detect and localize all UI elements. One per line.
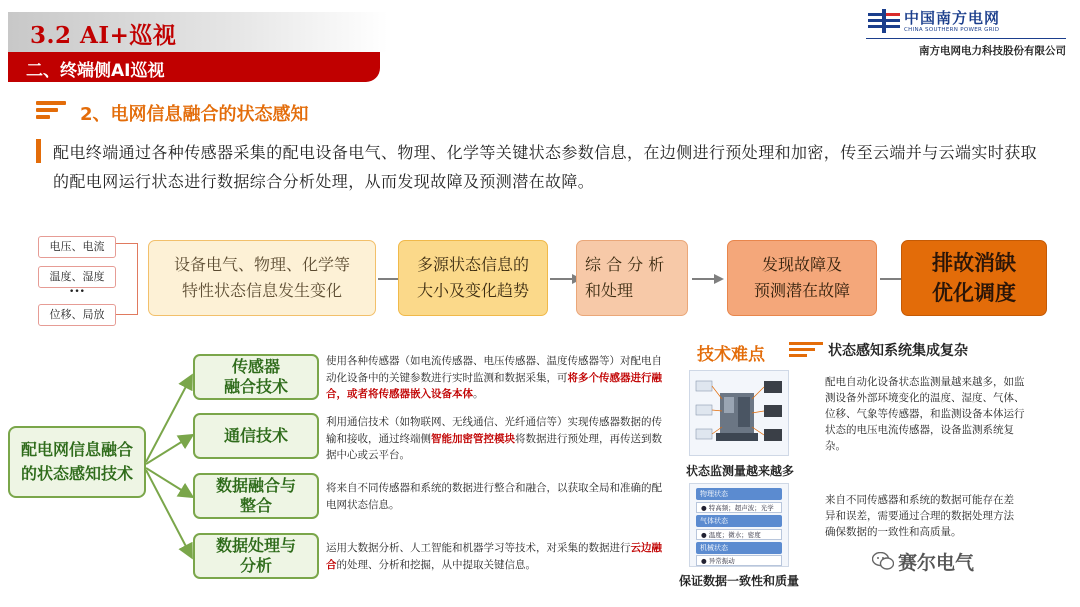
desc-communication-text: 利用通信技术（如物联网、无线通信、光纤通信等）实现传感器数据的传输和接收，通过终端侧 — [326, 416, 662, 445]
logo-name-cn: 中国南方电网 — [904, 9, 1001, 27]
subsection-title: 二、终端侧AI巡视 — [26, 61, 165, 81]
tree-root — [8, 426, 146, 498]
section-title: 3.2 AI+巡视 — [30, 22, 177, 49]
tech-sensor-fusion-l2: 融合技术 — [223, 377, 288, 396]
data-quality-image — [689, 483, 789, 567]
flow-step-4-line1: 发现故障及 — [761, 255, 842, 274]
tech-sensor-fusion — [193, 354, 319, 400]
desc-sensor-fusion — [326, 353, 668, 403]
desc-data-analysis-text: 运用大数据分析、人工智能和机器学习等技术，对采集的数据进行 — [326, 542, 631, 554]
heading-bars-icon — [36, 101, 66, 121]
tech-data-fusion-l1: 数据融合与 — [215, 476, 296, 495]
tech-communication-l1: 通信技术 — [223, 426, 288, 445]
desc-communication-tail: 将数据进行预处理，再传送到数据中心或云平台。 — [326, 432, 662, 461]
logo-divider — [866, 38, 1066, 39]
desc-data-fusion — [326, 480, 668, 513]
mini-header-gas: 气体状态 — [696, 515, 782, 527]
section-heading: 2、电网信息融合的状态感知 — [80, 104, 309, 125]
difficulty-text-1: 配电自动化设备状态监测量越来越多，如监测设备外部环境变化的温度、湿度、气体、位移、气象等传感器，和监测设备本体运行状态的电压电流传感器，设备监测系统复杂。 — [825, 376, 1025, 452]
difficulty-bars-icon — [789, 340, 823, 360]
mini-header-physical: 物理状态 — [696, 488, 782, 500]
desc-communication-highlight: 智能加密管控模块 — [431, 432, 515, 445]
param-ellipsis: ••• — [69, 287, 85, 297]
wechat-icon — [872, 552, 894, 570]
desc-data-analysis-tail: 的处理、分析和挖掘，从中提取关键信息。 — [336, 558, 536, 571]
flow-step-1-line2: 特性状态信息发生变化 — [181, 281, 342, 300]
tree-root-line2: 的状态感知技术 — [20, 464, 133, 483]
desc-data-analysis-highlight: 云边融合 — [326, 542, 662, 571]
difficulty-text-2: 来自不同传感器和系统的数据可能存在差异和误差，需要通过合理的数据处理方法确保数据的一致性和高质量。 — [825, 494, 1014, 538]
intro-accent-bar — [36, 139, 41, 163]
flow-step-3 — [576, 240, 688, 316]
caption-data-quality: 保证数据一致性和质量 — [679, 574, 800, 588]
flow-step-5-line2: 优化调度 — [932, 281, 1016, 305]
tech-data-analysis — [193, 533, 319, 579]
switchgear-illustration-icon — [690, 371, 789, 456]
flow-step-2 — [398, 240, 548, 316]
flow-arrow-3 — [692, 274, 724, 284]
company-name: 南方电网电力科技股份有限公司 — [919, 45, 1066, 57]
flow-step-3-line1: 综 合 分 析 — [585, 255, 665, 274]
section-title-bar — [8, 12, 388, 52]
mini-row-mechanical: ● 异常振动 — [696, 555, 782, 566]
param-bracket — [116, 243, 138, 315]
flow-step-3-line2: 和处理 — [585, 281, 634, 300]
tree-connectors — [146, 360, 196, 590]
desc-data-analysis — [326, 540, 668, 573]
difficulty-subtitle: 状态感知系统集成复杂 — [828, 343, 968, 359]
param-temp-humidity: 温度、湿度 — [38, 266, 116, 288]
param-displacement-pd: 位移、局放 — [38, 304, 116, 326]
watermark-text: 赛尔电气 — [898, 552, 975, 574]
desc-sensor-fusion-text: 使用各种传感器（如电流传感器、电压传感器、温度传感器等）对配电自动化设备中的关键参数进行实时监测和数据采集，可 — [326, 355, 662, 384]
tech-data-fusion — [193, 473, 319, 519]
csg-logo-icon — [868, 7, 900, 37]
tech-sensor-fusion-l1: 传感器 — [231, 357, 280, 376]
tech-data-fusion-l2: 整合 — [239, 496, 272, 515]
tech-data-analysis-l1: 数据处理与 — [215, 536, 296, 555]
flow-step-5 — [901, 240, 1047, 316]
tech-data-analysis-l2: 分析 — [239, 556, 272, 575]
desc-sensor-fusion-tail: 。 — [473, 388, 484, 400]
desc-communication — [326, 414, 668, 464]
flow-step-4 — [727, 240, 877, 316]
difficulty-title: 技术难点 — [697, 345, 765, 365]
desc-sensor-fusion-highlight: 将多个传感器进行融合，或者将传感器嵌入设备本体 — [326, 371, 662, 400]
flow-step-1 — [148, 240, 376, 316]
param-voltage-current: 电压、电流 — [38, 236, 116, 258]
flow-step-5-line1: 排故消缺 — [932, 251, 1016, 275]
flow-step-2-line2: 大小及变化趋势 — [416, 281, 529, 300]
flow-step-4-line2: 预测潜在故障 — [753, 281, 850, 300]
mini-row-gas: ● 温度；微水；密度 — [696, 529, 782, 540]
flow-step-2-line1: 多源状态信息的 — [416, 255, 529, 274]
monitoring-equipment-image — [689, 370, 789, 456]
company-logo — [866, 5, 1066, 55]
tree-root-line1: 配电网信息融合 — [20, 440, 133, 459]
intro-paragraph: 配电终端通过各种传感器采集的配电设备电气、物理、化学等关键状态参数信息，在边侧进行预处理和加密，传至云端并与云端实时获取的配电网运行状态进行数据综合分析处理，从而发现故障及预测潜在故障。 — [53, 143, 1038, 191]
mini-row-physical: ● 特高频；超声波；光学 — [696, 502, 782, 513]
subsection-bar — [8, 52, 380, 82]
desc-data-fusion-text: 将来自不同传感器和系统的数据进行整合和融合，以获取全局和准确的配电网状态信息。 — [326, 482, 662, 511]
flow-step-1-line1: 设备电气、物理、化学等 — [173, 255, 350, 274]
mini-header-mechanical: 机械状态 — [696, 542, 782, 554]
tech-communication — [193, 413, 319, 459]
caption-monitoring: 状态监测量越来越多 — [686, 464, 795, 478]
logo-name-en: CHINA SOUTHERN POWER GRID — [904, 27, 1000, 33]
